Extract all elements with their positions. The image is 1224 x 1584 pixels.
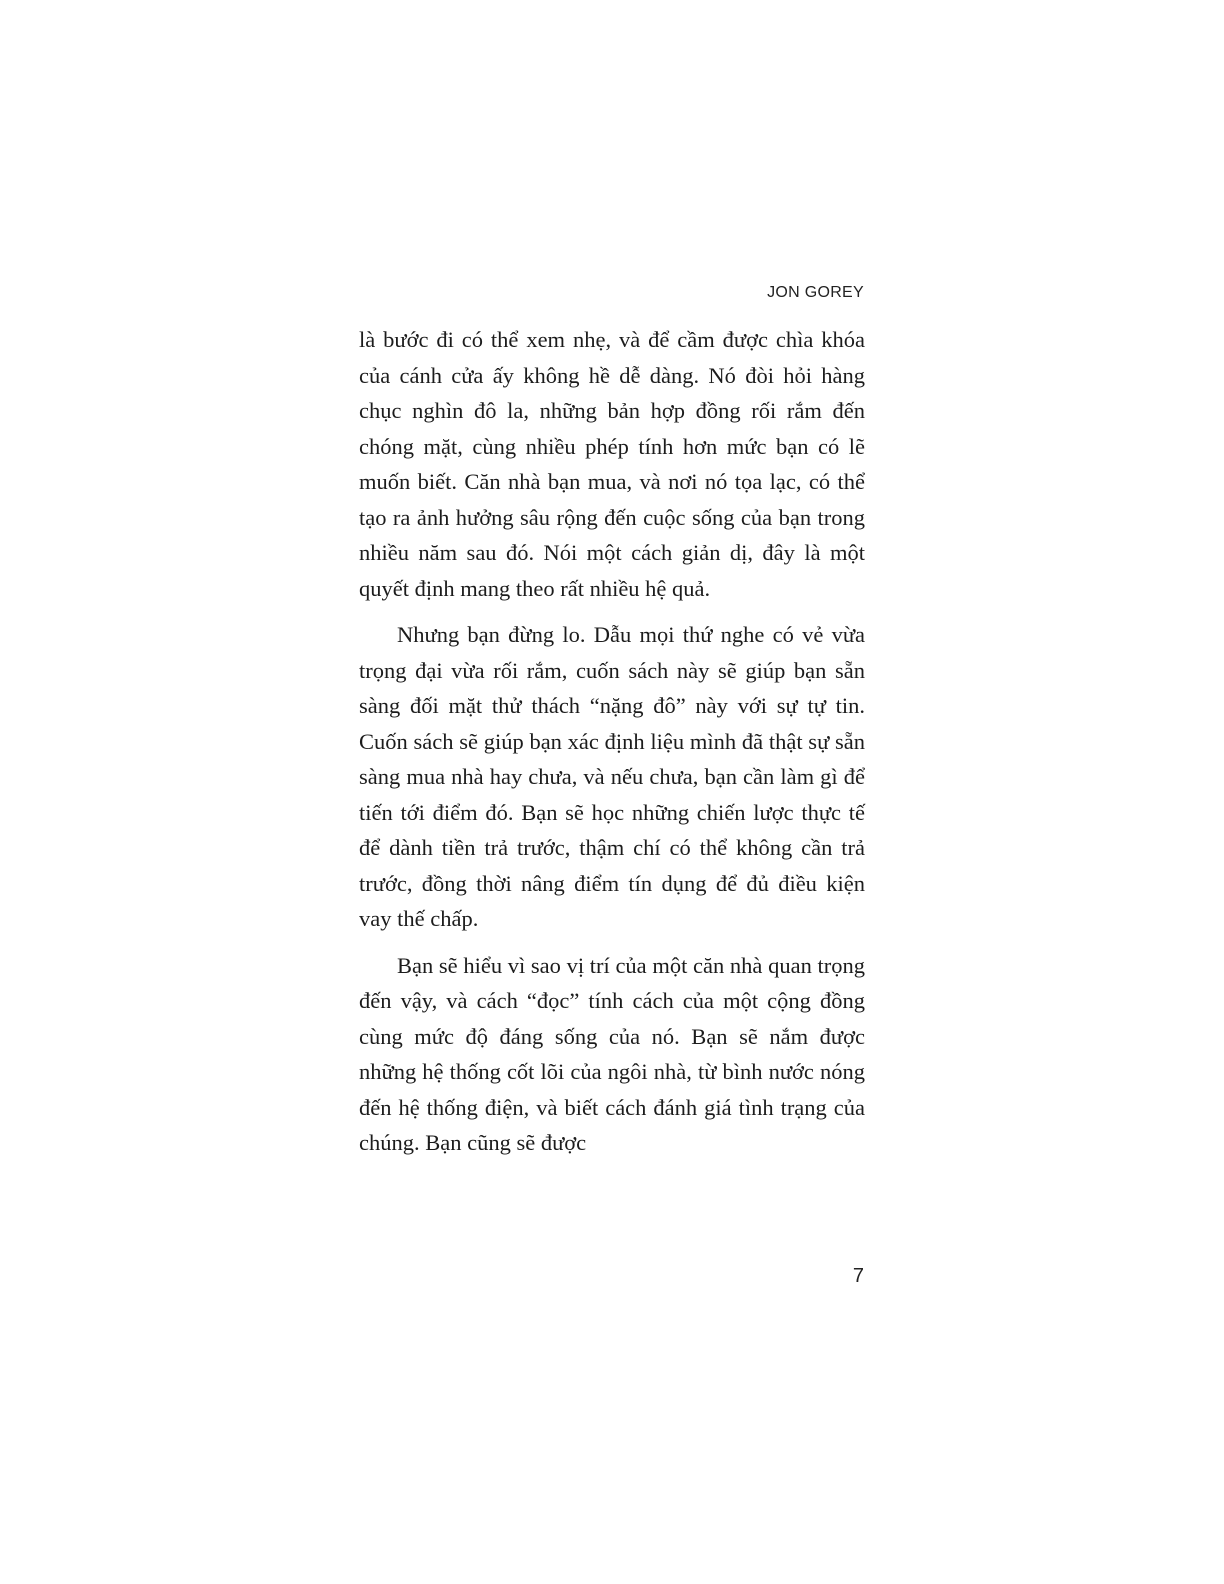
page-number: 7 [852,1265,864,1287]
paragraph-continuation: là bước đi có thể xem nhẹ, và để cầm được chìa khóa của cánh cửa ấy không hề dễ dàng. Nó đòi hỏi hàng chục nghìn đô la, những bản hợp đồng rối rắm đến chóng mặt, cùng nhiều phép tính hơn mức bạn có lẽ muốn biết. Căn nhà bạn mua, và nơi nó tọa lạc, có thể tạo ra ảnh hưởng sâu rộng đến cuộc sống của bạn trong nhiều năm sau đó. Nói một cách giản dị, đây là một quyết định mang theo rất nhiều hệ quả. [359,327,865,601]
paragraph: Bạn sẽ hiểu vì sao vị trí của một căn nhà quan trọng đến vậy, và cách “đọc” tính cách của một cộng đồng cùng mức độ đáng sống của nó. Bạn sẽ nắm được những hệ thống cốt lõi của ngôi nhà, từ bình nước nóng đến hệ thống điện, và biết cách đánh giá tình trạng của chúng. Bạn cũng sẽ được [359,952,865,1155]
body-text [359,322,865,1172]
paragraph: Nhưng bạn đừng lo. Dẫu mọi thứ nghe có vẻ vừa trọng đại vừa rối rắm, cuốn sách này sẽ giúp bạn sẵn sàng đối mặt thử thách “nặng đô” này với sự tự tin. Cuốn sách sẽ giúp bạn xác định liệu mình đã thật sự sẵn sàng mua nhà hay chưa, và nếu chưa, bạn cần làm gì để tiến tới điểm đó. Bạn sẽ học những chiến lược thực tế để dành tiền trả trước, thậm chí có thể không cần trả trước, đồng thời nâng điểm tín dụng để đủ điều kiện vay thế chấp. [359,622,865,931]
running-head-author: JON GOREY [767,284,864,301]
